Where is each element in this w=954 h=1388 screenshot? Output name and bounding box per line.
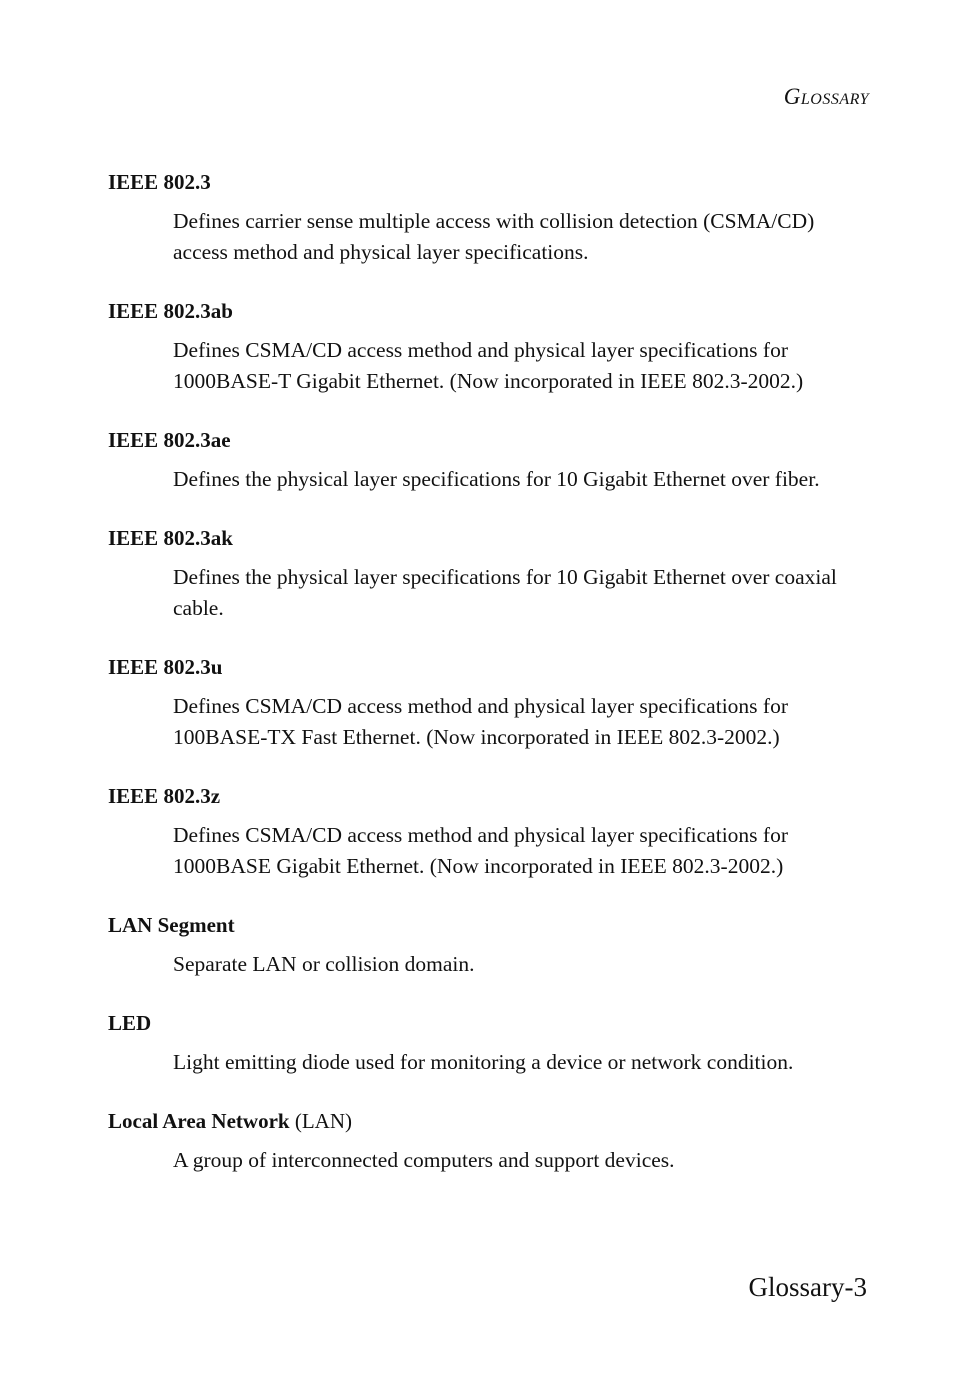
glossary-entry — [108, 653, 878, 753]
glossary-term — [108, 1107, 878, 1135]
glossary-entry — [108, 1107, 878, 1176]
glossary-definition: Separate LAN or collision domain. — [173, 952, 475, 976]
glossary-entries — [108, 168, 878, 1205]
term-label: Local Area Network — [108, 1109, 290, 1133]
glossary-definition: A group of interconnected computers and support devices. — [173, 1148, 675, 1172]
running-header: Glossary — [783, 84, 869, 109]
glossary-entry — [108, 426, 878, 495]
glossary-definition: Defines carrier sense multiple access with collision detection (CSMA/CD) access method and physical layer specifications. — [173, 209, 815, 264]
term-label: IEEE 802.3 — [108, 170, 211, 194]
page-number: Glossary-3 — [748, 1272, 867, 1302]
glossary-entry — [108, 168, 878, 268]
term-label: LAN Segment — [108, 913, 235, 937]
term-label: IEEE 802.3ab — [108, 299, 233, 323]
glossary-entry — [108, 297, 878, 397]
glossary-definition: Defines CSMA/CD access method and physical layer specifications for 1000BASE-T Gigabit Ethernet. (Now incorporated in IEEE 802.3-2002.) — [173, 338, 804, 393]
term-label: IEEE 802.3u — [108, 655, 223, 679]
glossary-term — [108, 1009, 878, 1037]
glossary-term — [108, 168, 878, 196]
glossary-definition: Defines the physical layer specifications for 10 Gigabit Ethernet over fiber. — [173, 467, 820, 491]
glossary-definition: Defines CSMA/CD access method and physical layer specifications for 100BASE-TX Fast Ethernet. (Now incorporated in IEEE 802.3-2002.) — [173, 694, 788, 749]
term-label: IEEE 802.3ak — [108, 526, 233, 550]
term-label: LED — [108, 1011, 152, 1035]
glossary-entry — [108, 911, 878, 980]
glossary-term — [108, 653, 878, 681]
glossary-term — [108, 297, 878, 325]
glossary-term — [108, 426, 878, 454]
glossary-term — [108, 782, 878, 810]
term-label: IEEE 802.3z — [108, 784, 221, 808]
glossary-definition: Light emitting diode used for monitoring a device or network condition. — [173, 1050, 794, 1074]
term-label: IEEE 802.3ae — [108, 428, 231, 452]
glossary-definition: Defines the physical layer specifications for 10 Gigabit Ethernet over coaxial cable. — [173, 565, 837, 620]
term-abbreviation: (LAN) — [289, 1109, 352, 1133]
glossary-entry — [108, 782, 878, 882]
glossary-entry — [108, 524, 878, 624]
glossary-term — [108, 911, 878, 939]
glossary-term — [108, 524, 878, 552]
glossary-definition: Defines CSMA/CD access method and physical layer specifications for 1000BASE Gigabit Ethernet. (Now incorporated in IEEE 802.3-2002.) — [173, 823, 788, 878]
glossary-entry — [108, 1009, 878, 1078]
